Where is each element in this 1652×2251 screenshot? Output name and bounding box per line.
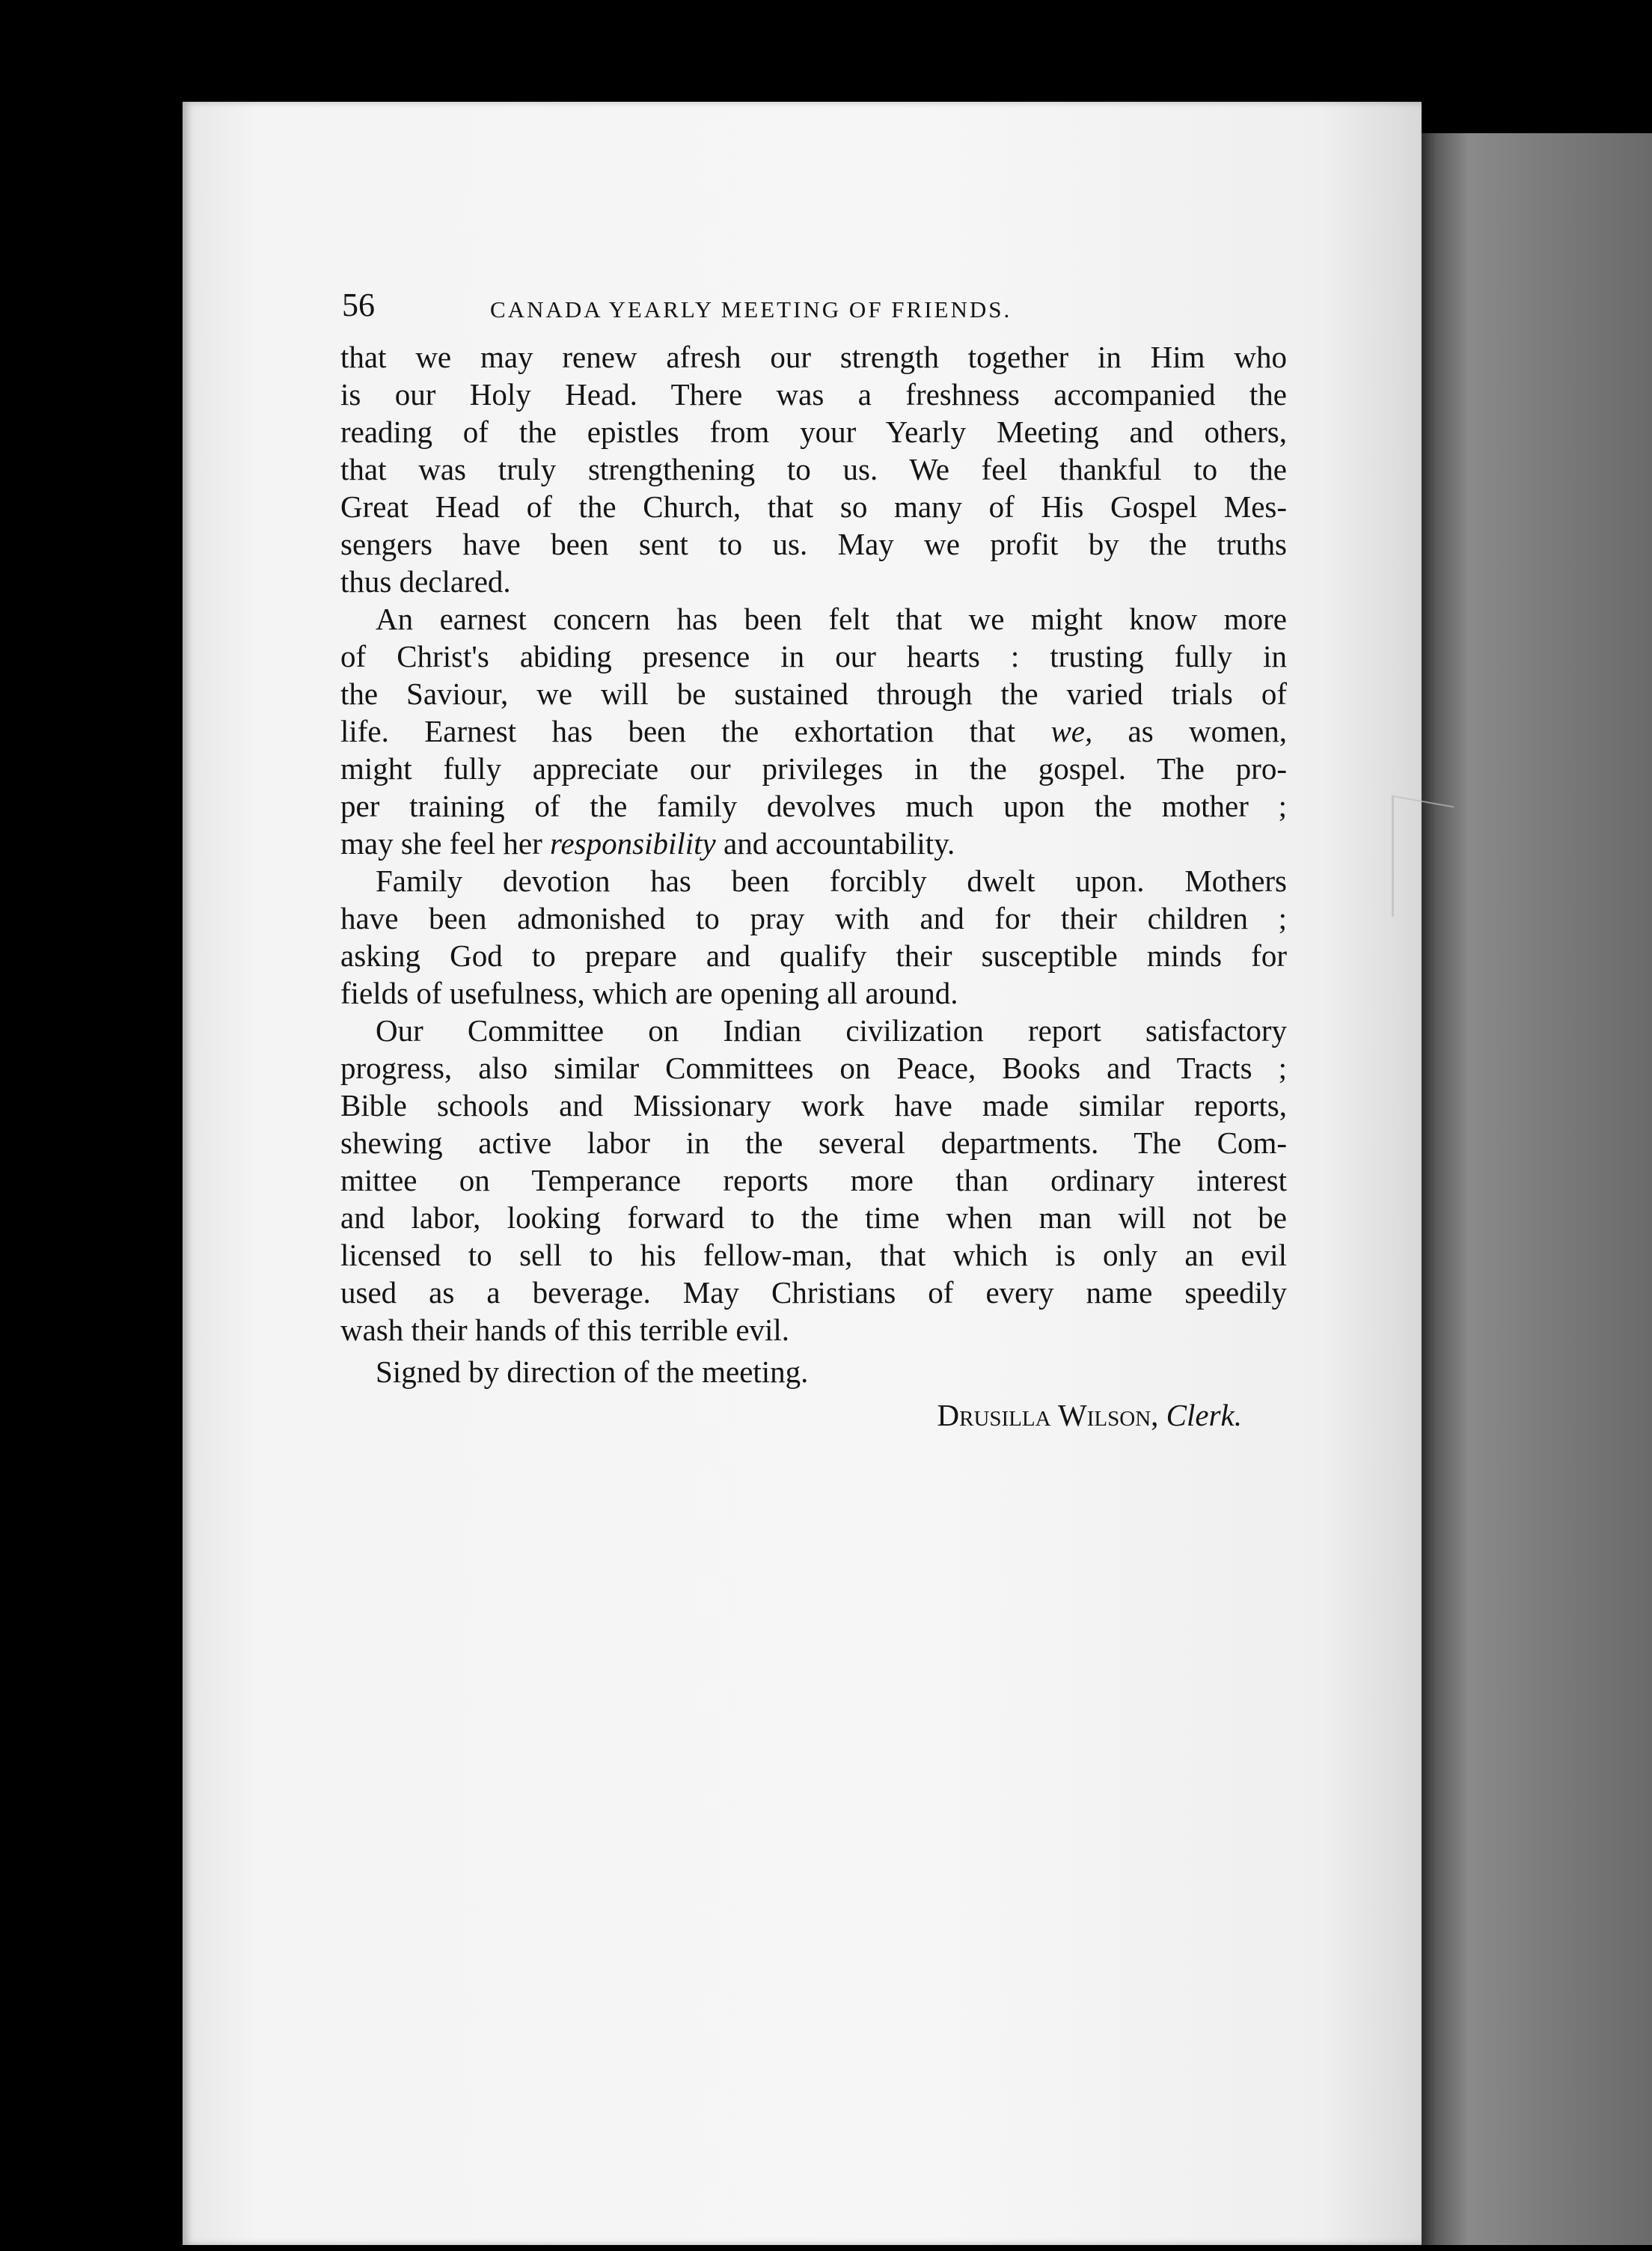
text-span: as women, [1092, 714, 1287, 748]
text-line: asking God to prepare and qualify their susceptible minds for [340, 938, 1287, 973]
signature-name: Drusilla Wilson, [937, 1398, 1159, 1432]
text-span: may she feel her [340, 826, 551, 861]
binding-thread [1392, 795, 1454, 928]
text-line: have been admonished to pray with and for their children ; [340, 901, 1287, 935]
text-span: and accountability. [715, 826, 955, 861]
text-line: sengers have been sent to us. May we profit by the truths [340, 527, 1287, 561]
header-title: CANADA YEARLY MEETING OF FRIENDS. [490, 296, 1012, 323]
text-line: Family devotion has been forcibly dwelt upon. Mothers [376, 864, 1287, 898]
text-line: per training of the family devolves much upon the mother ; [340, 789, 1287, 823]
text-line: might fully appreciate our privileges in the gospel. The pro- [340, 751, 1287, 786]
paragraph-1 [340, 338, 1287, 600]
text-line: Bible schools and Missionary work have made similar reports, [340, 1088, 1287, 1123]
page-number: 56 [342, 287, 375, 323]
text-line: of Christ's abiding presence in our hearts : trusting fully in [340, 639, 1287, 674]
text-line: reading of the epistles from your Yearly Meeting and others, [340, 415, 1287, 449]
italic-word: we, [1050, 714, 1093, 748]
text-line: Great Head of the Church, that so many of His Gospel Mes- [340, 489, 1287, 524]
book-edge [1417, 133, 1652, 2245]
signature [340, 1396, 1287, 1434]
text-line: the Saviour, we will be sustained through the varied trials of [340, 676, 1287, 711]
italic-word: responsibility [550, 826, 716, 861]
text-span: life. Earnest has been the exhortation that [340, 714, 1051, 748]
text-line: progress, also similar Committees on Peace, Books and Tracts ; [340, 1051, 1287, 1085]
paragraph-4 [340, 1012, 1287, 1349]
paragraph-3 [340, 862, 1287, 1012]
text-line: and labor, looking forward to the time when man will not be [340, 1200, 1287, 1235]
text-line [340, 712, 1287, 750]
text-line: licensed to sell to his fellow-man, that which is only an evil [340, 1238, 1287, 1272]
text-line: wash their hands of this terrible evil. [340, 1313, 790, 1347]
text-line: shewing active labor in the several departments. The Com- [340, 1126, 1287, 1160]
signoff-line: Signed by direction of the meeting. [376, 1354, 809, 1389]
text-line: thus declared. [340, 564, 511, 599]
paragraph-2 [340, 600, 1287, 862]
text-line: that we may renew afresh our strength together in Him who [340, 340, 1287, 374]
text-line: fields of usefulness, which are opening all around. [340, 976, 958, 1010]
running-head [340, 283, 1287, 328]
text-line: An earnest concern has been felt that we might know more [376, 602, 1287, 636]
text-line [340, 825, 1287, 862]
signature-role: Clerk. [1166, 1398, 1242, 1432]
text-line: is our Holy Head. There was a freshness accompanied the [340, 377, 1287, 412]
text-line: used as a beverage. May Christians of every name speedily [340, 1275, 1287, 1310]
page-content [340, 283, 1287, 1434]
text-line: that was truly strengthening to us. We feel thankful to the [340, 452, 1287, 486]
text-line: Our Committee on Indian civilization report satisfactory [376, 1013, 1287, 1048]
text-line: mittee on Temperance reports more than ordinary interest [340, 1163, 1287, 1197]
